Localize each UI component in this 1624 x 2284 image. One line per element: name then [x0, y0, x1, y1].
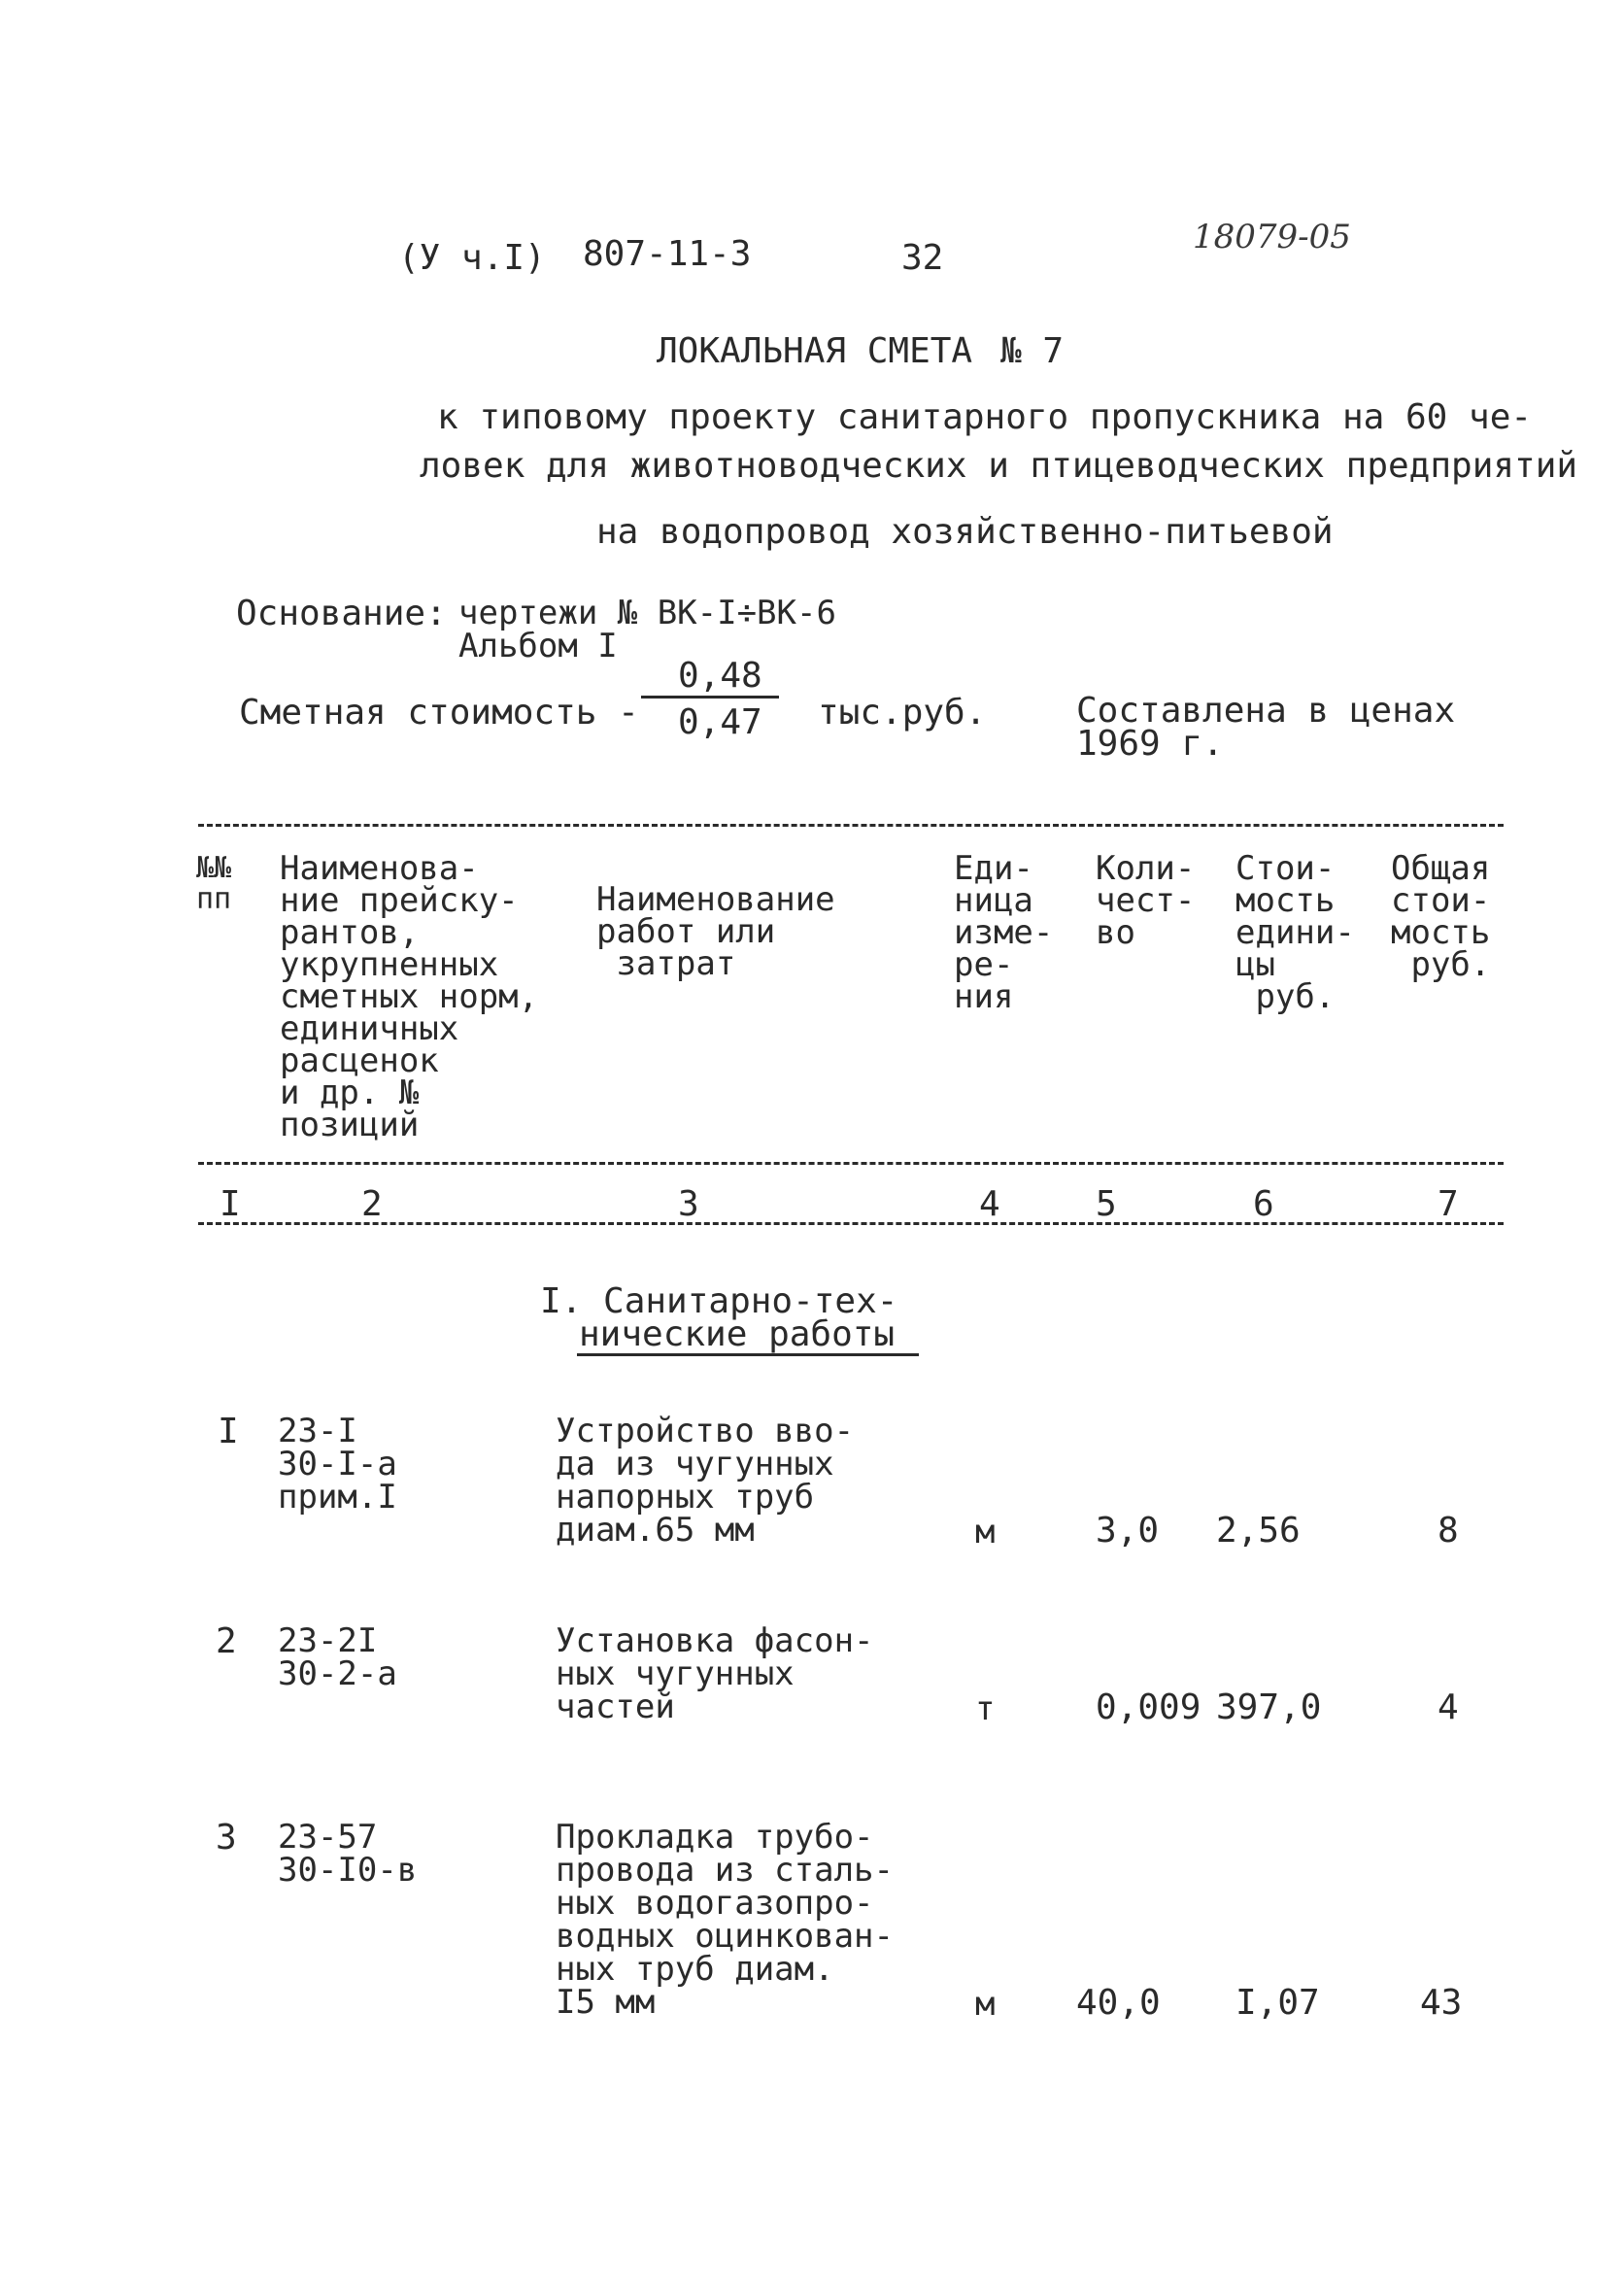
cost-unit: тыс.руб.: [818, 693, 987, 733]
row-1-unit: м: [975, 1513, 996, 1551]
prices-line-1: Составлена в ценах: [1076, 691, 1456, 731]
row-2-code: 23-2I 30-2-a: [278, 1621, 397, 1693]
header-col-1: №№ пп: [196, 851, 232, 916]
basis-label: Основание:: [236, 594, 447, 633]
column-number-5: 5: [1096, 1184, 1117, 1224]
row-3-unit: м: [975, 1985, 996, 2024]
column-number-7: 7: [1438, 1184, 1459, 1224]
column-number-2: 2: [361, 1184, 383, 1224]
row-2-quantity: 0,009: [1096, 1687, 1201, 1727]
inventory-number: 18079-05: [1193, 218, 1351, 256]
row-2-unit-price: 397,0: [1216, 1687, 1322, 1727]
cost-fraction-bar: [641, 696, 779, 699]
page-number: 32: [901, 238, 944, 278]
basis-drawings: чертежи № ВК-I÷ВК-6: [458, 594, 836, 632]
row-3-quantity: 40,0: [1076, 1983, 1161, 2023]
row-3-number: 3: [216, 1818, 237, 1858]
row-3-name: Прокладка трубо- провода из сталь- ных водогазопро- водных оцинкован- ных труб диам. I5 мм: [556, 1818, 894, 2022]
cost-label: Сметная стоимость -: [239, 693, 639, 733]
row-1-quantity: 3,0: [1096, 1511, 1160, 1551]
header-col-6: Стои- мость едини- цы руб.: [1235, 849, 1355, 1016]
header-top-rule: [198, 824, 1504, 827]
row-2-unit: т: [975, 1689, 996, 1728]
header-col-4: Еди- ница изме- ре- ния: [954, 849, 1054, 1016]
row-1-number: I: [218, 1412, 239, 1451]
section-title-underline: [577, 1353, 919, 1356]
row-3-code: 23-57 30-I0-в: [278, 1818, 418, 1890]
series-label: (У ч.I): [398, 238, 546, 278]
section-title-line-1: I. Санитарно-тех-: [540, 1281, 898, 1321]
title-line-2: ловек для животноводческих и птицеводческих предприятий: [420, 446, 1578, 486]
estimate-number: № 7: [1000, 331, 1065, 371]
title-line-1: к типовому проекту санитарного пропускника на 60 че-: [437, 397, 1533, 437]
header-bottom-rule: [198, 1162, 1504, 1165]
column-number-1: I: [220, 1184, 241, 1224]
row-1-name: Устройство вво- да из чугунных напорных труб диам.65 мм: [556, 1412, 855, 1550]
row-3-total: 43: [1420, 1983, 1463, 2023]
prices-line-2: 1969 г.: [1076, 724, 1224, 764]
row-2-name: Установка фасон- ных чугунных частей: [556, 1621, 874, 1726]
row-3-unit-price: I,07: [1235, 1983, 1320, 2023]
row-2-total: 4: [1438, 1687, 1459, 1727]
cost-denominator: 0,47: [678, 702, 762, 742]
column-numbers-rule: [198, 1222, 1504, 1225]
header-col-3: Наименование работ или затрат: [596, 880, 835, 983]
cost-numerator: 0,48: [678, 656, 762, 696]
estimate-heading: ЛОКАЛЬНАЯ СМЕТА: [657, 331, 973, 371]
project-number: 807-11-3: [583, 234, 752, 274]
title-line-3: на водопровод хозяйственно-питьевой: [596, 512, 1334, 552]
row-1-total: 8: [1438, 1511, 1459, 1551]
row-2-number: 2: [216, 1621, 237, 1661]
row-1-code: 23-I 30-I-a прим.I: [278, 1412, 397, 1517]
basis-album: Альбом I: [458, 627, 618, 665]
header-col-7: Общая стои- мость руб.: [1391, 849, 1491, 984]
section-title-line-2: нические работы: [579, 1314, 896, 1354]
column-number-3: 3: [678, 1184, 699, 1224]
header-col-2: Наименова- ние прейску- рантов, укрупненных сметных норм, единичных расценок и др. № позиций: [280, 849, 539, 1144]
row-1-unit-price: 2,56: [1216, 1511, 1301, 1551]
column-number-6: 6: [1253, 1184, 1274, 1224]
column-number-4: 4: [979, 1184, 1000, 1224]
header-col-5: Коли- чест- во: [1096, 849, 1196, 952]
